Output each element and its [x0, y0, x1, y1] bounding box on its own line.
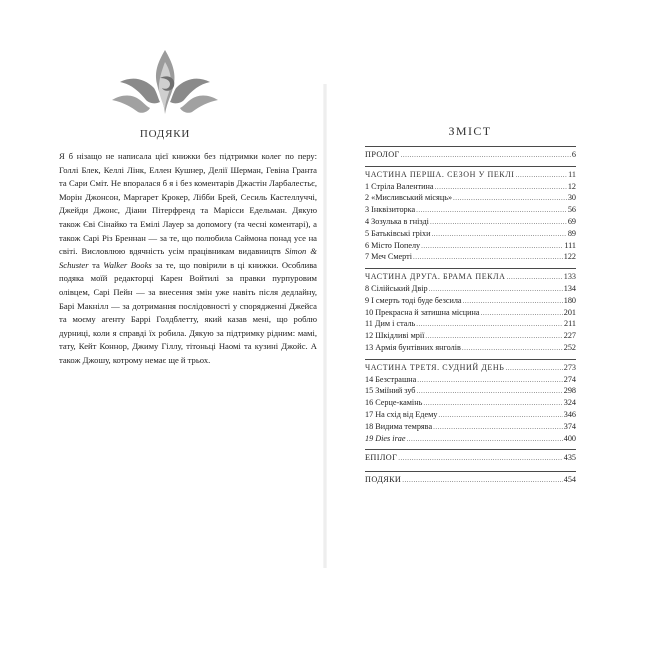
dot-leader	[416, 320, 563, 328]
table-of-contents	[365, 146, 576, 487]
ack-text-part-1: Я б нізащо не написала цієї книжки без підтримки колег по перу: Голлі Блек, Келлі Лінк, Еллен Кушнер, Делії Шерман, Гевіна Гранта та Сари Сміт. Не впоралася б я і без коментарів Джастін Ларбалестьє, Морін Джонсон, Маргарет Крокер, Лібби Брей, Сесиль Кастеллуччі, Джейди Джонс, Діани Пітерфренд та Марісси Едельман. Дякую також Єві Сінайко та Емілі Лауер за допомогу (та чесні коментарі), а також Сарі Різ Бреннан — за те, що полюбила Саймона понад усе на світі. Висловлюю вдячність усім працівникам видавництв	[59, 151, 317, 257]
toc-entry[interactable]	[365, 375, 576, 387]
toc-entry-label: 18 Видима темрява	[365, 421, 433, 431]
toc-entry[interactable]	[365, 296, 576, 308]
toc-entry-page: 400	[563, 433, 576, 443]
page-gutter	[323, 84, 327, 568]
toc-part-1[interactable]	[365, 170, 576, 182]
ack-text-part-3: за те, що повірили в ці книжки. Особлива подяка моїй редакторці Карен Войтилі за правки пурпуровим олівцем, Сарі Пейн — за внесення змін уже навіть після дедлайну, Барі Макнілл — за дотримання послідовності у спорядженні Джейса та моєму агенту Баррі Голдблетту, який казав мені, що роблю дурниці, коли я справді їх робила. Дякую за підтримку рідним: мамі, тату, Кейт Коннор, Джиму Гіллу, тітоньці Наомі та кузині Джойс. А також Джошу, котрому немає ще й трьох.	[59, 259, 317, 365]
toc-entry[interactable]	[365, 205, 576, 217]
toc-entry[interactable]	[365, 343, 576, 355]
toc-entry-label: 15 Зміїний зуб	[365, 386, 416, 396]
toc-entry-label: 7 Меч Смерті	[365, 252, 413, 262]
toc-entry-page: 346	[563, 409, 576, 419]
toc-entry[interactable]	[365, 241, 576, 253]
dot-leader	[401, 151, 571, 159]
toc-entry-label: 16 Серце-камінь	[365, 398, 423, 408]
toc-entry-page: 454	[563, 475, 576, 485]
toc-entry[interactable]	[365, 331, 576, 343]
toc-part-2[interactable]	[365, 272, 576, 284]
toc-entry-page: 252	[563, 342, 576, 352]
dot-leader	[462, 344, 563, 352]
dot-leader	[421, 242, 563, 250]
toc-entry-epilogue[interactable]	[365, 453, 576, 465]
dot-leader	[430, 218, 567, 226]
toc-part-label: ЧАСТИНА ДРУГА. БРАМА ПЕКЛА	[365, 272, 506, 282]
dot-leader	[516, 171, 568, 179]
toc-part-page: 11	[568, 169, 576, 179]
dot-leader	[425, 332, 562, 340]
dot-leader	[413, 253, 563, 261]
toc-entry-label: 17 На схід від Едему	[365, 409, 438, 419]
toc-part-page: 273	[563, 362, 576, 372]
toc-entry[interactable]	[365, 308, 576, 320]
dot-leader	[417, 376, 562, 384]
toc-entry-page: 12	[567, 181, 576, 191]
acknowledgments-title: ПОДЯКИ	[139, 128, 191, 140]
toc-entry-label: 6 Місто Попелу	[365, 240, 421, 250]
toc-entry[interactable]	[365, 252, 576, 264]
toc-entry-page: 111	[564, 240, 576, 250]
toc-entry-page: 298	[563, 386, 576, 396]
toc-entry-label: ЕПІЛОГ	[365, 453, 398, 463]
toc-entry-label: 8 Сілійський Двір	[365, 283, 428, 293]
toc-entry-label: 5 Батьківські гріхи	[365, 228, 431, 238]
publisher-name-2: Walker Books	[103, 259, 152, 270]
toc-entry-prologue[interactable]	[365, 150, 576, 162]
toc-entry[interactable]	[365, 422, 576, 434]
toc-entry-label: 4 Зозулька в гнізді	[365, 216, 429, 226]
dot-leader	[507, 273, 563, 281]
toc-entry-label: 2 «Мисливський місяць»	[365, 193, 453, 203]
toc-entry-page: 324	[563, 398, 576, 408]
toc-title: ЗМІСТ	[448, 124, 492, 138]
toc-entry[interactable]	[365, 319, 576, 331]
dot-leader	[398, 454, 562, 462]
dot-leader	[423, 399, 562, 407]
dot-leader	[453, 194, 567, 202]
feather-ornament-icon	[110, 48, 220, 118]
toc-entry-page: 30	[567, 193, 576, 203]
toc-entry-label: 1 Стріла Валентина	[365, 181, 434, 191]
ack-text-part-2: та	[88, 259, 104, 270]
toc-entry-page: 69	[567, 216, 576, 226]
toc-entry[interactable]	[365, 229, 576, 241]
toc-entry-label: ПРОЛОГ	[365, 150, 400, 159]
dot-leader	[402, 476, 562, 484]
toc-entry[interactable]	[365, 434, 576, 446]
dot-leader	[433, 423, 563, 431]
toc-entry-page: 201	[563, 307, 576, 317]
dot-leader	[416, 387, 562, 395]
toc-entry-label: 9 І смерть тоді буде безсила	[365, 295, 462, 305]
publisher-name-1: Simon & Schuster	[59, 246, 317, 270]
toc-entry-page: 56	[567, 205, 576, 215]
dot-leader	[481, 309, 563, 317]
toc-entry[interactable]	[365, 217, 576, 229]
toc-entry[interactable]	[365, 193, 576, 205]
toc-entry-acknowledgments[interactable]	[365, 475, 576, 487]
dot-leader	[406, 435, 562, 443]
toc-entry[interactable]	[365, 398, 576, 410]
dot-leader	[429, 285, 563, 293]
dot-leader	[438, 411, 562, 419]
toc-divider	[365, 268, 576, 269]
toc-divider	[365, 449, 576, 450]
toc-entry[interactable]	[365, 386, 576, 398]
toc-entry-label: ПОДЯКИ	[365, 475, 402, 485]
toc-entry-label: 13 Армія бунтівних янголів	[365, 342, 461, 352]
toc-entry-page: 227	[563, 331, 576, 341]
toc-entry-label: 3 Інквізиторка	[365, 205, 416, 215]
toc-entry[interactable]	[365, 284, 576, 296]
toc-entry-label: 10 Прекрасна й затишна місцина	[365, 307, 480, 317]
toc-entry-page: 374	[563, 421, 576, 431]
dot-leader	[505, 364, 562, 372]
toc-entry-page: 180	[563, 295, 576, 305]
toc-entry[interactable]	[365, 410, 576, 422]
toc-entry-page: 211	[564, 319, 576, 329]
dot-leader	[463, 297, 563, 305]
toc-entry-label: 14 Безстрашна	[365, 374, 417, 384]
dot-leader	[432, 230, 567, 238]
toc-entry-page: 435	[563, 453, 576, 463]
toc-entry-label: 11 Дим і сталь	[365, 319, 416, 329]
toc-divider	[365, 471, 576, 472]
toc-entry[interactable]	[365, 182, 576, 194]
dot-leader	[416, 206, 567, 214]
dot-leader	[435, 183, 567, 191]
toc-part-label: ЧАСТИНА ПЕРША. СЕЗОН У ПЕКЛІ	[365, 169, 515, 179]
toc-entry-page: 274	[563, 374, 576, 384]
toc-entry-page: 6	[571, 150, 576, 159]
toc-entry-page: 122	[563, 252, 576, 262]
toc-part-page: 133	[563, 272, 576, 282]
toc-entry-page: 134	[563, 283, 576, 293]
acknowledgments-text	[59, 150, 317, 368]
toc-entry-label: 19 Dies irae	[365, 433, 406, 443]
toc-part-3[interactable]	[365, 363, 576, 375]
toc-entry-label: 12 Шкідливі мрії	[365, 331, 425, 341]
toc-divider	[365, 359, 576, 360]
toc-divider	[365, 146, 576, 147]
toc-part-label: ЧАСТИНА ТРЕТЯ. СУДНИЙ ДЕНЬ	[365, 362, 505, 372]
toc-divider	[365, 166, 576, 167]
toc-entry-page: 89	[567, 228, 576, 238]
